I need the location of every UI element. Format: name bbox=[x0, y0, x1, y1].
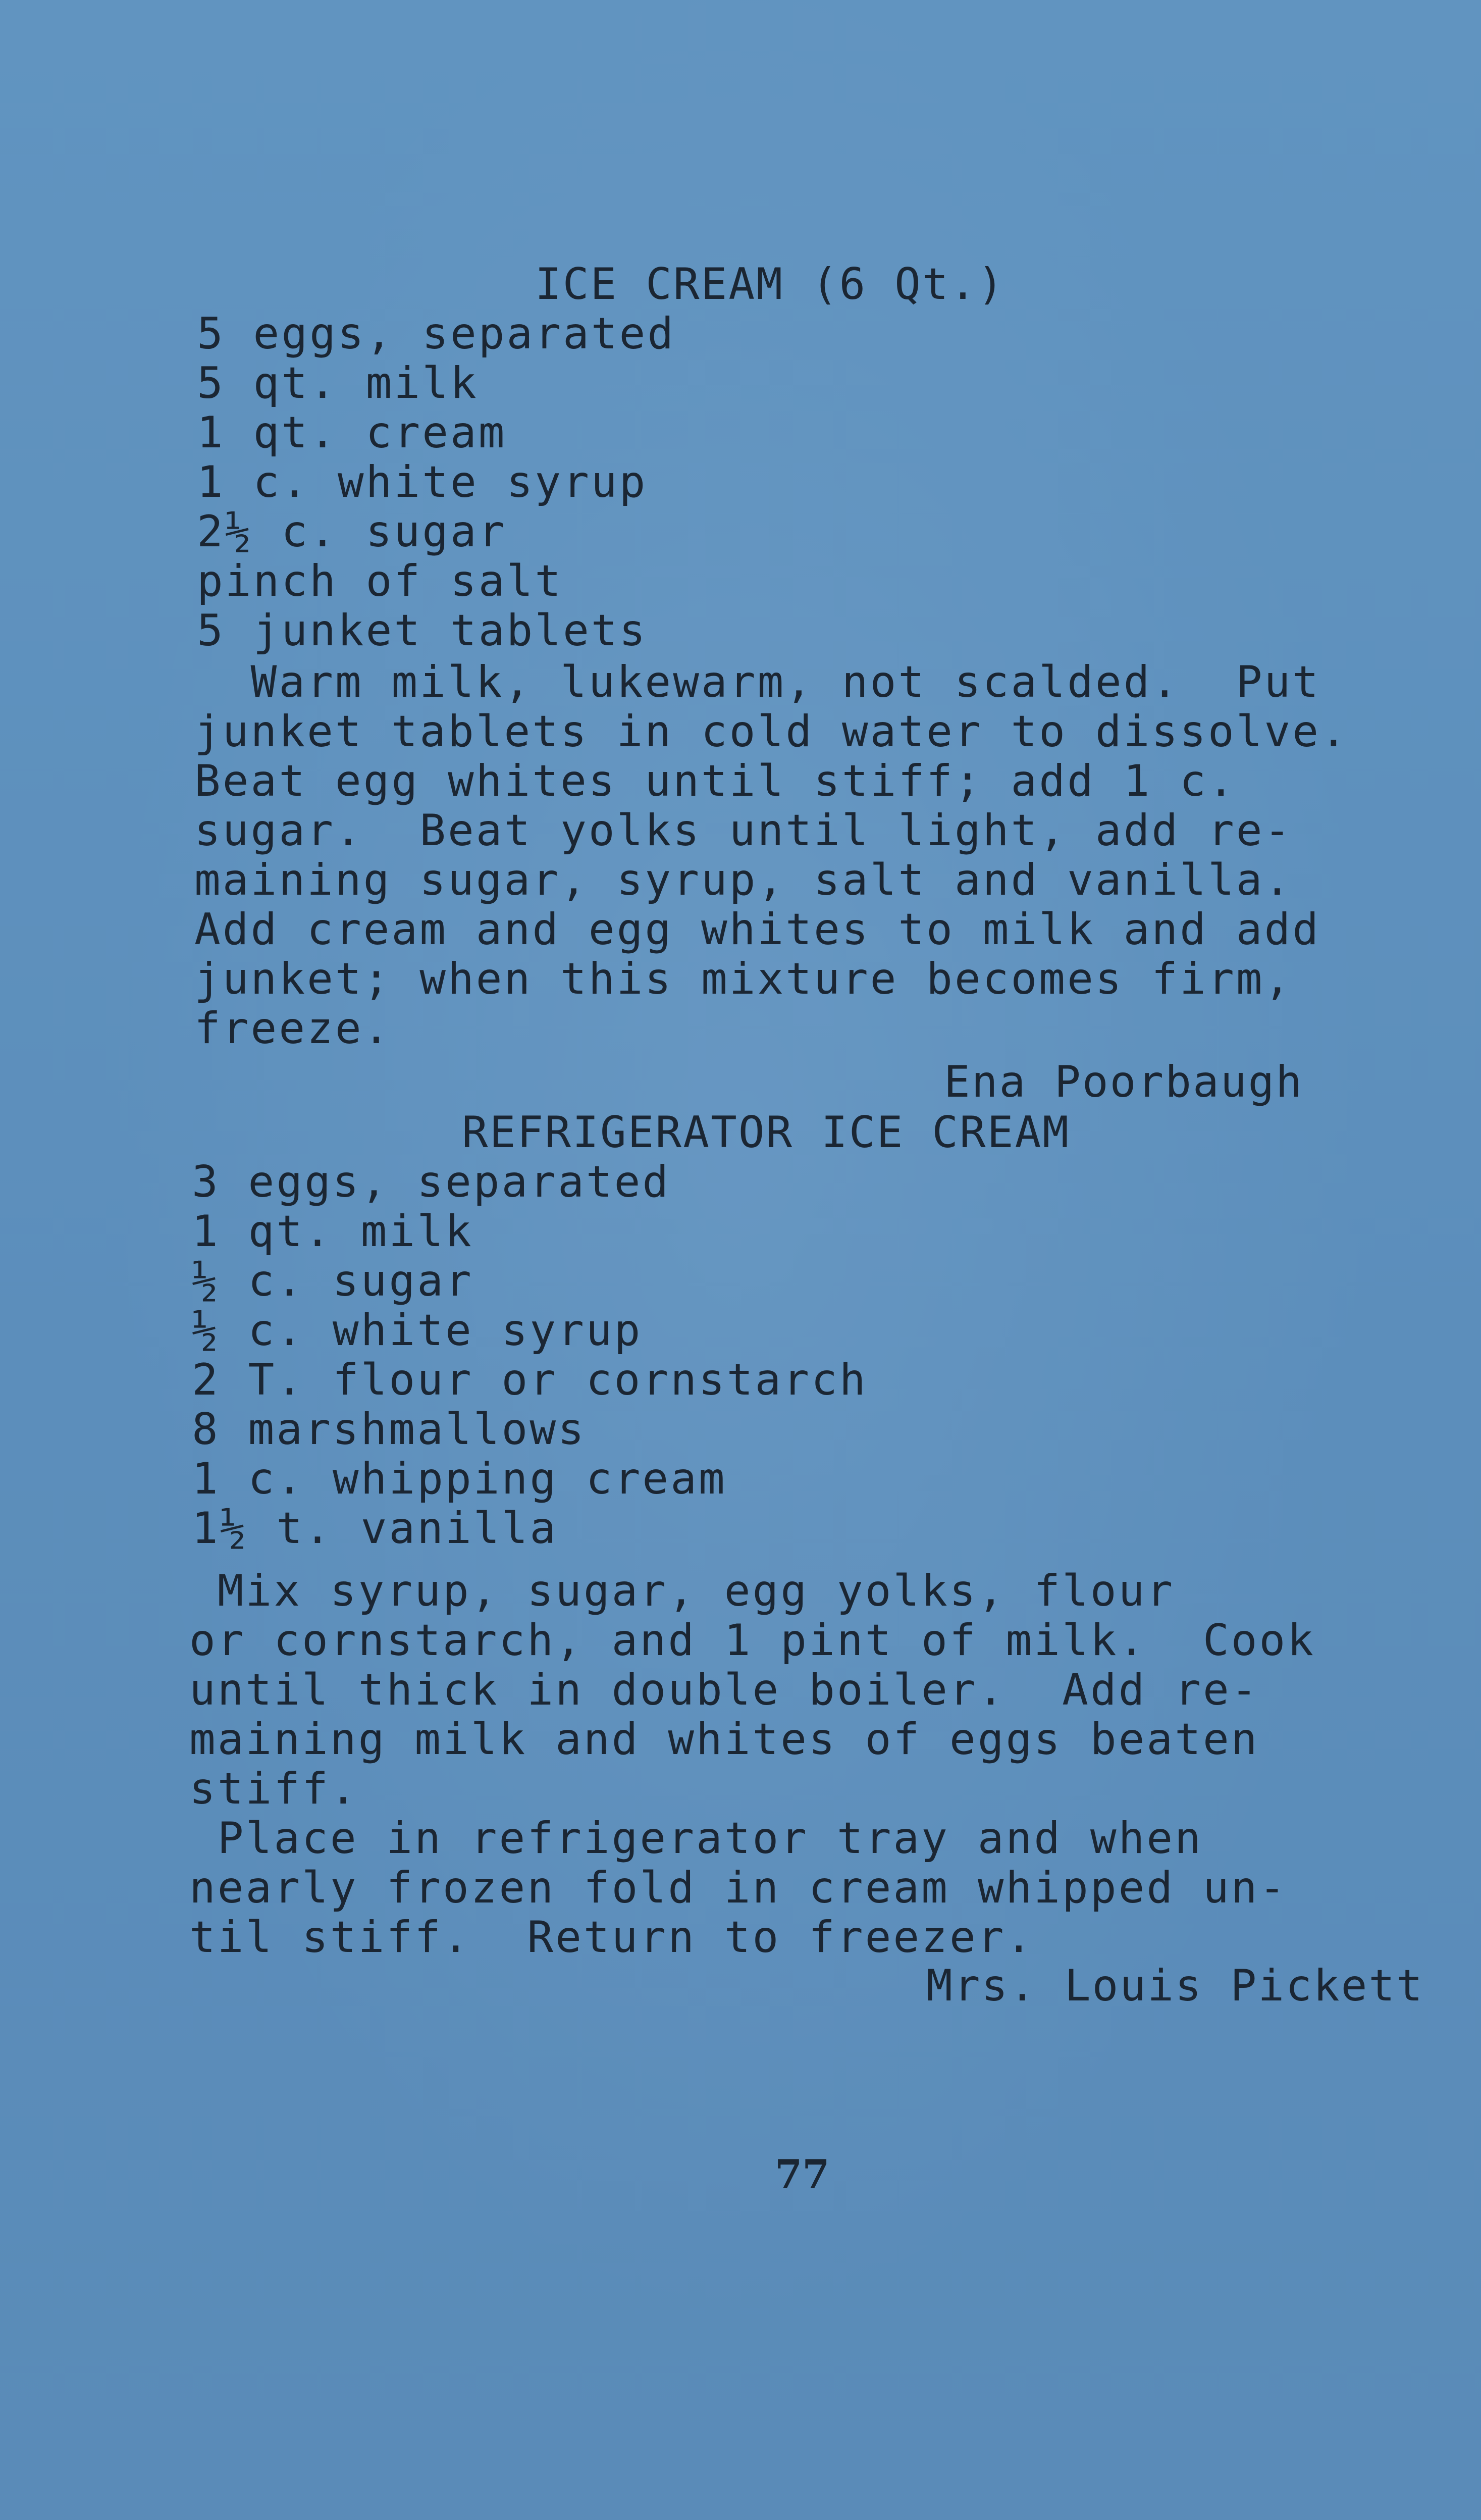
ingredient-line: 1 c. whipping cream bbox=[192, 1454, 727, 1504]
direction-line: nearly frozen fold in cream whipped un- bbox=[189, 1863, 1288, 1913]
ingredient-line: 2 T. flour or cornstarch bbox=[192, 1355, 868, 1405]
ingredient-line: 5 junket tablets bbox=[197, 605, 648, 656]
ingredient-line: pinch of salt bbox=[197, 556, 563, 606]
direction-line: maining milk and whites of eggs beaten bbox=[189, 1714, 1259, 1765]
ingredient-line: ½ c. white syrup bbox=[192, 1305, 643, 1356]
direction-line: stiff. bbox=[189, 1764, 358, 1814]
direction-line: junket tablets in cold water to dissolve. bbox=[194, 706, 1349, 757]
ingredient-line: 1 qt. cream bbox=[197, 407, 507, 458]
recipe-title-ice-cream: ICE CREAM (6 Qt.) bbox=[535, 259, 1006, 310]
recipe-author: Mrs. Louis Pickett bbox=[926, 1961, 1424, 2011]
direction-line: junket; when this mixture becomes firm, bbox=[194, 954, 1293, 1004]
ingredient-line: 1½ t. vanilla bbox=[192, 1503, 558, 1554]
direction-line: Beat egg whites until stiff; add 1 c. bbox=[194, 756, 1236, 806]
direction-line: Add cream and egg whites to milk and add bbox=[194, 904, 1321, 955]
ingredient-line: 5 eggs, separated bbox=[197, 308, 676, 359]
ingredient-line: 1 qt. milk bbox=[192, 1206, 473, 1257]
ingredient-line: 2½ c. sugar bbox=[197, 506, 507, 557]
recipe-title-refrigerator-ice-cream: REFRIGERATOR ICE CREAM bbox=[462, 1107, 1071, 1158]
page-number: 77 bbox=[775, 2151, 830, 2197]
recipe-author: Ena Poorbaugh bbox=[944, 1057, 1304, 1107]
ingredient-line: 8 marshmallows bbox=[192, 1404, 586, 1455]
ingredient-line: 3 eggs, separated bbox=[192, 1157, 671, 1207]
direction-line: Mix syrup, sugar, egg yolks, flour bbox=[189, 1566, 1175, 1616]
direction-line: til stiff. Return to freezer. bbox=[189, 1912, 1034, 1963]
ingredient-line: 5 qt. milk bbox=[197, 358, 479, 408]
direction-line: Place in refrigerator tray and when bbox=[189, 1813, 1203, 1864]
ingredient-line: ½ c. sugar bbox=[192, 1256, 473, 1306]
direction-line: or cornstarch, and 1 pint of milk. Cook bbox=[189, 1615, 1316, 1666]
direction-line: until thick in double boiler. Add re- bbox=[189, 1665, 1259, 1715]
ingredient-line: 1 c. white syrup bbox=[197, 457, 648, 507]
direction-line: sugar. Beat yolks until light, add re- bbox=[194, 805, 1293, 856]
direction-line: Warm milk, lukewarm, not scalded. Put bbox=[194, 657, 1321, 707]
direction-line: freeze. bbox=[194, 1003, 392, 1054]
direction-line: maining sugar, syrup, salt and vanilla. bbox=[194, 855, 1293, 905]
